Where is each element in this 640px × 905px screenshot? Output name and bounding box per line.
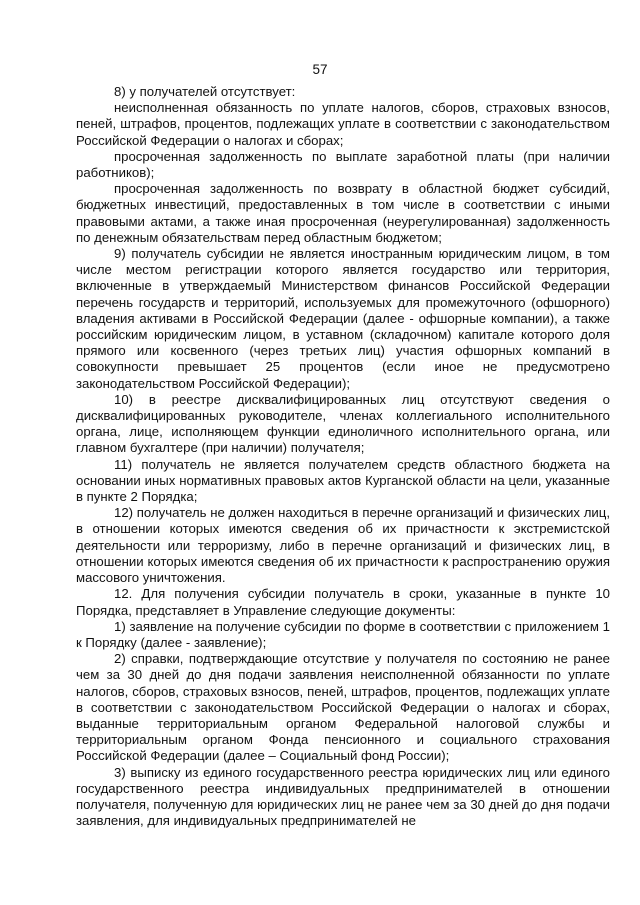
page-body	[76, 84, 610, 829]
paragraph: 12. Для получения субсидии получатель в сроки, указанные в пункте 10 Порядка, представляет в Управление следующие документы:	[76, 586, 610, 618]
paragraph: 10) в реестре дисквалифицированных лиц отсутствуют сведения о дисквалифицированных руководителе, членах коллегиального исполнительного органа, лице, исполняющем функции единоличного исполнительного органа, или главном бухгалтере (при наличии) получателя;	[76, 391, 610, 456]
paragraph: 11) получатель не является получателем средств областного бюджета на основании иных нормативных правовых актов Курганской области на цели, указанные в пункте 2 Порядка;	[76, 456, 610, 505]
paragraph: 12) получатель не должен находиться в перечне организаций и физических лиц, в отношении которых имеются сведения об их причастности к экстремистской деятельности или терроризму, либо в перечне организаций и физических лиц, в отношении которых имеются сведения об их причастности к распространению оружия массового уничтожения.	[76, 505, 610, 586]
paragraph: 1) заявление на получение субсидии по форме в соответствии с приложением 1 к Порядку (далее - заявление);	[76, 618, 610, 650]
paragraph: 8) у получателей отсутствует:	[114, 84, 296, 99]
paragraph: неисполненная обязанность по уплате налогов, сборов, страховых взносов, пеней, штрафов, процентов, подлежащих уплате в соответствии с законодательством Российской Федерации о налогах и сборах;	[76, 100, 610, 148]
paragraph: просроченная задолженность по выплате заработной платы (при наличии работников);	[76, 148, 610, 181]
paragraph: 2) справки, подтверждающие отсутствие у получателя по состоянию не ранее чем за 30 дней до дня подачи заявления неисполненной обязанности по уплате налогов, сборов, страховых взносов, пеней, штрафов, процентов, подлежащих уплате в соответствии с законодательством Российской Федерации о налогах и сборах, выданные территориальным органом Федеральной налоговой службы и территориальным органом Фонда пенсионного и социального страхования Российской Федерации (далее – Социальный фонд России);	[76, 651, 610, 764]
paragraph: 9) получатель субсидии не является иностранным юридическим лицом, в том числе местом регистрации которого является государство или территория, включенные в утверждаемый Министерством финансов Российской Федерации перечень государств и территорий, используемых для промежуточного (офшорного) владения активами в Российской Федерации (далее - офшорные компании), а также российским юридическим лицом, в уставном (складочном) капитале которого доля прямого или косвенного (через третьих лиц) участия офшорных компаний в совокупности превышает 25 процентов (если иное не предусмотрено законодательством Российской Федерации);	[76, 246, 610, 391]
paragraph: 3) выписку из единого государственного реестра юридических лиц или единого государственного реестра индивидуальных предпринимателей в отношении получателя, полученную для юридических лиц не ранее чем за 30 дней до дня подачи заявления, для индивидуальных предпринимателей не	[76, 764, 610, 829]
page-number: 57	[312, 62, 328, 77]
paragraph: просроченная задолженность по возврату в областной бюджет субсидий, бюджетных инвестиций, предоставленных в том числе в соответствии с иными правовыми актами, а также иная просроченная (неурегулированная) задолженность по денежным обязательствам перед областным бюджетом;	[76, 181, 610, 245]
